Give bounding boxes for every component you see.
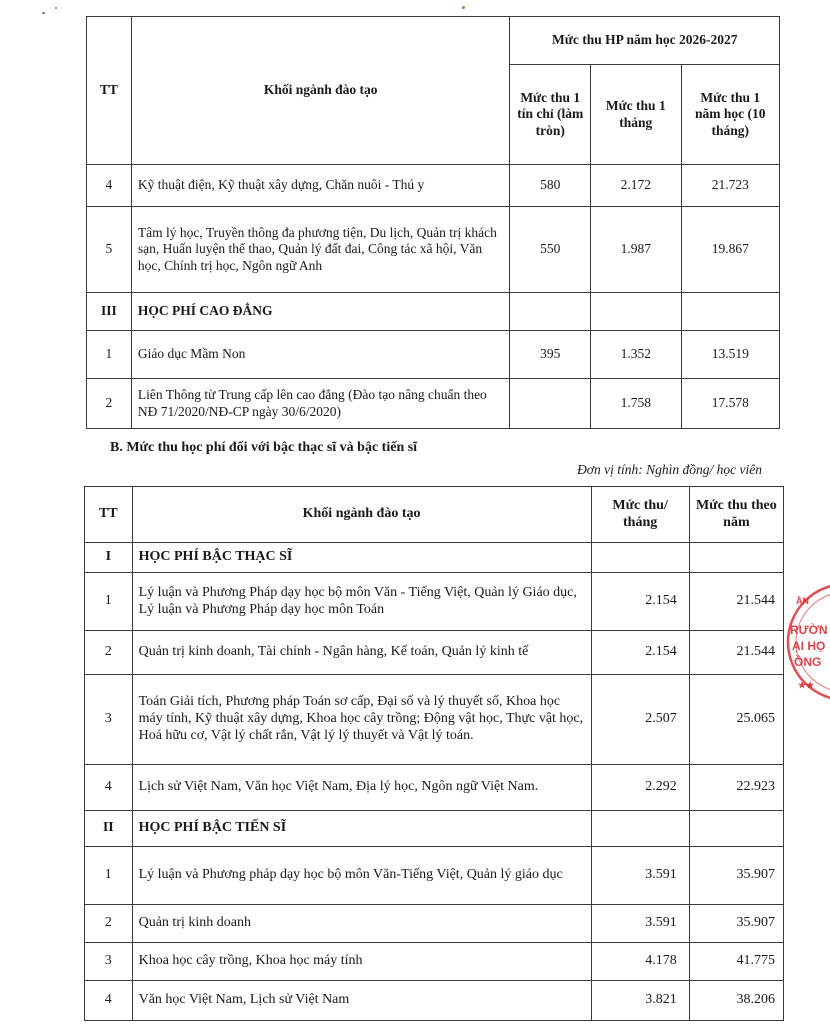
cell-month: 2.154 (591, 573, 689, 631)
table-row (87, 379, 780, 429)
cell-credit: 395 (510, 331, 591, 379)
cell-month: 2.154 (591, 631, 689, 675)
cell-year (681, 293, 779, 331)
cell-tt: II (85, 811, 133, 847)
table-row (85, 981, 784, 1021)
cell-credit (510, 379, 591, 429)
cell-year: 21.544 (689, 573, 783, 631)
cell-credit: 580 (510, 165, 591, 207)
cell-tt: 1 (85, 573, 133, 631)
table-section-row (85, 543, 784, 573)
cell-tt: 2 (85, 905, 133, 943)
svg-text:ỒNG: ỒNG (794, 655, 822, 669)
cell-name: HỌC PHÍ BẬC TIẾN SĨ (132, 811, 591, 847)
svg-text:★★: ★★ (798, 680, 815, 690)
cell-credit (510, 293, 591, 331)
cell-name: Quản trị kinh doanh (132, 905, 591, 943)
tuition-table-postgrad (84, 486, 784, 1021)
cell-tt: 5 (87, 207, 132, 293)
table-row (85, 943, 784, 981)
cell-month: 2.507 (591, 675, 689, 765)
table-row (85, 675, 784, 765)
cell-year: 21.723 (681, 165, 779, 207)
cell-year: 21.544 (689, 631, 783, 675)
header-year: Mức thu 1 năm học (10 tháng) (681, 65, 779, 165)
cell-month (591, 293, 681, 331)
header-year: Mức thu theo năm (689, 487, 783, 543)
cell-name: Khoa học cây trồng, Khoa học máy tính (132, 943, 591, 981)
header-credit: Mức thu 1 tín chỉ (làm tròn) (510, 65, 591, 165)
cell-tt: 4 (87, 165, 132, 207)
cell-name: Quản trị kinh doanh, Tài chính - Ngân hàng, Kế toán, Quản lý kinh tế (132, 631, 591, 675)
header-tt: TT (87, 17, 132, 165)
cell-name: Kỹ thuật điện, Kỹ thuật xây dựng, Chăn nuôi - Thú y (131, 165, 510, 207)
cell-year: 38.206 (689, 981, 783, 1021)
cell-name: Liên Thông từ Trung cấp lên cao đẳng (Đào tạo nâng chuẩn theo NĐ 71/2020/NĐ-CP ngày 30/6/2020) (131, 379, 510, 429)
cell-month: 2.292 (591, 765, 689, 811)
cell-tt: 4 (85, 765, 133, 811)
cell-tt: 3 (85, 943, 133, 981)
cell-name: Giáo dục Mầm Non (131, 331, 510, 379)
table-row (87, 331, 780, 379)
cell-tt: 2 (85, 631, 133, 675)
cell-month: 3.591 (591, 847, 689, 905)
cell-credit: 550 (510, 207, 591, 293)
section-b-heading: B. Mức thu học phí đối với bậc thạc sĩ và bậc tiến sĩ (110, 440, 418, 455)
cell-year: 22.923 (689, 765, 783, 811)
cell-year: 35.907 (689, 847, 783, 905)
tuition-table-undergrad (86, 16, 780, 429)
cell-month: 3.821 (591, 981, 689, 1021)
header-name: Khối ngành đào tạo (131, 17, 510, 165)
cell-month: 2.172 (591, 165, 681, 207)
cell-month: 1.987 (591, 207, 681, 293)
official-seal-stamp (784, 582, 830, 700)
header-month: Mức thu/ tháng (591, 487, 689, 543)
table-row (85, 631, 784, 675)
table-row (85, 765, 784, 811)
svg-text:RƯỜN: RƯỜN (790, 623, 828, 637)
svg-text:ẦN: ẦN (796, 596, 809, 606)
cell-tt: 2 (87, 379, 132, 429)
cell-year: 41.775 (689, 943, 783, 981)
scan-speck (55, 7, 57, 9)
table-section-row (85, 811, 784, 847)
cell-month: 3.591 (591, 905, 689, 943)
unit-note: Đơn vị tính: Nghìn đồng/ học viên (577, 462, 762, 477)
header-tt: TT (85, 487, 133, 543)
svg-text:ẠI HỌ: ẠI HỌ (792, 639, 826, 653)
table-row (85, 847, 784, 905)
cell-month: 4.178 (591, 943, 689, 981)
cell-name: Toán Giải tích, Phương pháp Toán sơ cấp, Đại số và lý thuyết số, Khoa học máy tính, Kỹ thuật xây dựng, Khoa học cây trồng; Động vật học, Thực vật học, Hoá hữu cơ, Vật lý chất rắn, Vật lý lý thuyết và Vật lý toán. (132, 675, 591, 765)
cell-tt: III (87, 293, 132, 331)
cell-tt: 4 (85, 981, 133, 1021)
header-group: Mức thu HP năm học 2026-2027 (510, 17, 780, 65)
cell-month: 1.352 (591, 331, 681, 379)
header-month: Mức thu 1 tháng (591, 65, 681, 165)
cell-year: 25.065 (689, 675, 783, 765)
cell-year (689, 811, 783, 847)
table-row (87, 207, 780, 293)
cell-year: 17.578 (681, 379, 779, 429)
scan-speck (42, 12, 45, 14)
table-row (87, 165, 780, 207)
cell-name: Lý luận và Phương pháp dạy học bộ môn Văn-Tiếng Việt, Quản lý giáo dục (132, 847, 591, 905)
cell-year: 35.907 (689, 905, 783, 943)
cell-tt: 3 (85, 675, 133, 765)
cell-year (689, 543, 783, 573)
cell-month: 1.758 (591, 379, 681, 429)
cell-name: HỌC PHÍ BẬC THẠC SĨ (132, 543, 591, 573)
cell-month (591, 543, 689, 573)
cell-name: Lịch sử Việt Nam, Văn học Việt Nam, Địa lý học, Ngôn ngữ Việt Nam. (132, 765, 591, 811)
cell-name: Lý luận và Phương Pháp dạy học bộ môn Văn - Tiếng Việt, Quản lý Giáo dục, Lý luận và Phương Pháp dạy học môn Toán (132, 573, 591, 631)
cell-name: Văn học Việt Nam, Lịch sử Việt Nam (132, 981, 591, 1021)
cell-tt: 1 (85, 847, 133, 905)
cell-tt: I (85, 543, 133, 573)
scan-speck (462, 6, 465, 9)
cell-name: Tâm lý học, Truyền thông đa phương tiện, Du lịch, Quản trị khách sạn, Huấn luyện thể thao, Quản lý đất đai, Công tác xã hội, Văn học, Chính trị học, Ngôn ngữ Anh (131, 207, 510, 293)
cell-tt: 1 (87, 331, 132, 379)
table-row (85, 905, 784, 943)
cell-month (591, 811, 689, 847)
cell-year: 13.519 (681, 331, 779, 379)
table-section-row (87, 293, 780, 331)
table-row (85, 573, 784, 631)
cell-name: HỌC PHÍ CAO ĐẲNG (131, 293, 510, 331)
header-name: Khối ngành đào tạo (132, 487, 591, 543)
cell-year: 19.867 (681, 207, 779, 293)
